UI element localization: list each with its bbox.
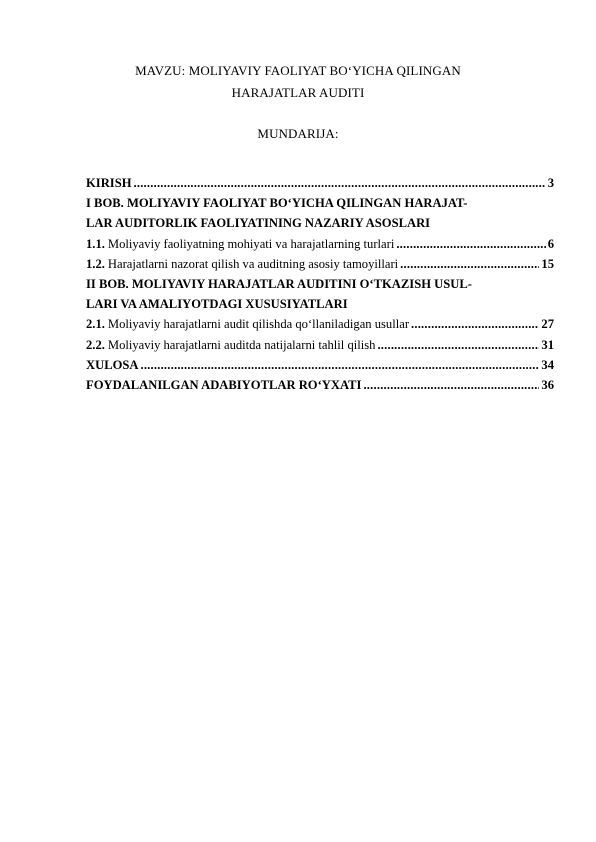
dot-leader [140,358,539,373]
toc-label: FOYDALANILGAN ADABIYOTLAR RO‘YXATI [86,377,362,392]
dot-leader [411,317,539,332]
toc-entry-conclusion [86,358,554,378]
toc-section-number: 2.1. [86,317,105,332]
toc-page-number: 27 [541,317,554,332]
toc-entry-1-1 [86,237,554,257]
toc-entry-references [86,378,554,398]
toc-chapter1-line2: LAR AUDITORLIK FAOLIYATINING NAZARIY ASOSLARI [86,216,431,231]
toc-page-number: 6 [547,236,554,251]
toc-chapter2-line2: LARI VA AMALIYOTDAGI XUSUSIYATLARI [86,297,348,312]
dot-leader [400,257,539,272]
toc-entry-2-2 [86,338,554,358]
toc-label: KIRISH [86,176,132,190]
table-of-contents [86,176,554,398]
toc-label: Moliyaviy faoliyatning mohiyati va harajatlarning turlari [107,236,395,251]
toc-page-number: 36 [541,377,554,392]
toc-section-number: 2.2. [86,337,105,352]
toc-chapter2-line1: II BOB. MOLIYAVIY HARAJATLAR AUDITINI O‘TKAZISH USUL- [86,276,472,291]
toc-label: Moliyaviy harajatlarni audit qilishda qo‘llaniladigan usullar [107,317,410,332]
toc-chapter1-line1: I BOB. MOLIYAVIY FAOLIYAT BO‘YICHA QILINGAN HARAJAT- [86,196,468,211]
toc-page-number: 31 [541,337,554,352]
dot-leader [377,338,539,353]
toc-page-number: 15 [541,256,554,271]
toc-page-number: 3 [547,176,554,190]
toc-label: Moliyaviy harajatlarni auditda natijalarni tahlil qilish [107,337,376,352]
toc-entry-1-2 [86,257,554,277]
dot-leader [134,176,546,191]
dot-leader [363,378,539,393]
toc-entry-intro [86,176,554,196]
dot-leader [396,237,545,252]
toc-page-number: 34 [541,357,554,372]
topic-title-line1: MAVZU: MOLIYAVIY FAOLIYAT BO‘YICHA QILINGAN [135,63,461,78]
contents-title: MUNDARIJA: [257,126,339,141]
toc-label: XULOSA [86,357,139,372]
toc-section-number: 1.1. [86,236,105,251]
toc-label: Harajatlarni nazorat qilish va auditning asosiy tamoyillari [107,256,399,271]
toc-section-number: 1.2. [86,256,105,271]
toc-entry-2-1 [86,317,554,337]
topic-title-line2: HARAJATLAR AUDITI [231,85,365,100]
